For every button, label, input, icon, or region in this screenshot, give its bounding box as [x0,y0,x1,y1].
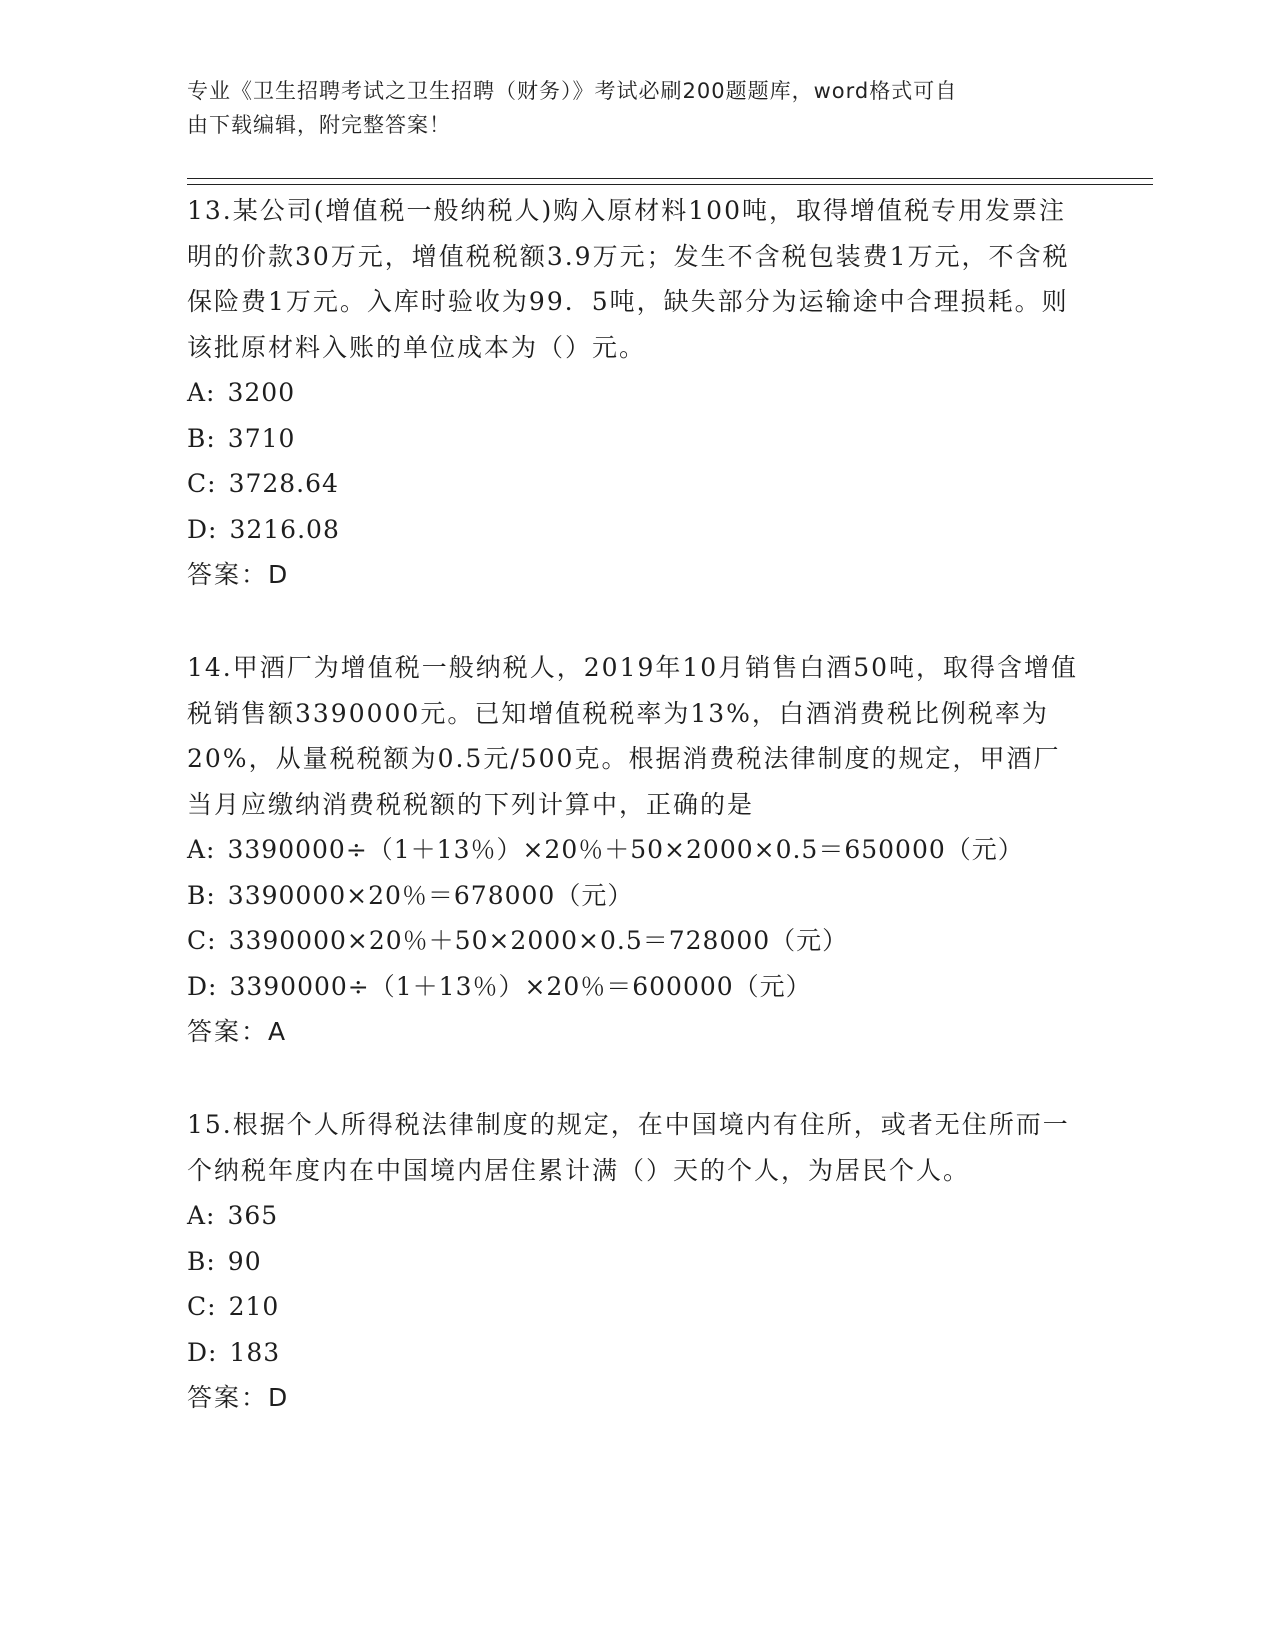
option-b [187,416,1087,462]
option-letter: B: [187,880,216,910]
option-text: 90 [227,1246,262,1276]
question-stem: 14.甲酒厂为增值税一般纳税人，2019年10月销售白酒50吨，取得含增值税销售额3390000元。已知增值税税率为13%，白酒消费税比例税率为20%，从量税税额为0.5元/500克。根据消费税法律制度的规定，甲酒厂当月应缴纳消费税税额的下列计算中，正确的是 [187,653,1079,819]
option-letter: A: [187,378,216,407]
option-letter: A: [187,1201,216,1230]
header-divider-top [187,178,1153,179]
option-text: 3728.64 [228,469,339,498]
answer-line: 答案：A [187,1017,288,1046]
option-text: 3390000÷（1＋13％）×20％＝600000（元） [229,971,812,1001]
option-letter: C: [187,926,217,955]
option-a [187,1193,1087,1239]
question-13 [187,188,1087,598]
option-letter: D: [187,971,218,1001]
header-line-2: 由下载编辑，附完整答案！ [187,113,451,137]
option-text: 3390000×20％＝678000（元） [227,880,634,910]
question-stem: 15.根据个人所得税法律制度的规定，在中国境内有住所，或者无住所而一个纳税年度内在中国境内居住累计满（）天的个人，为居民个人。 [187,1110,1070,1185]
question-14 [187,645,1087,1055]
option-letter: C: [187,1292,217,1321]
answer-line: 答案：D [187,1383,290,1412]
option-text: 365 [227,1201,279,1230]
option-letter: B: [187,1246,216,1276]
option-a [187,827,1087,873]
option-letter: D: [187,514,218,544]
option-d [187,964,1087,1010]
question-15 [187,1102,1087,1421]
option-c [187,461,1087,507]
option-b [187,1239,1087,1285]
option-text: 3710 [227,423,296,453]
option-text: 210 [228,1292,280,1321]
option-d [187,1330,1087,1376]
option-list [187,370,1087,552]
option-text: 3216.08 [229,514,340,544]
question-stem: 13.某公司(增值税一般纳税人)购入原材料100吨，取得增值税专用发票注明的价款30万元，增值税税额3.9万元；发生不含税包装费1万元，不含税保险费1万元。入库时验收为99．5吨，缺失部分为运输途中合理损耗。则该批原材料入账的单位成本为（）元。 [187,196,1070,362]
option-text: 3200 [227,378,296,407]
option-text: 183 [229,1337,281,1367]
header-line-1: 专业《卫生招聘考试之卫生招聘（财务）》考试必刷200题题库，word格式可自 [187,79,958,103]
option-d [187,507,1087,553]
option-letter: A: [187,835,216,864]
option-letter: D: [187,1337,218,1367]
option-list [187,827,1087,1009]
header-divider-bottom [187,184,1153,185]
document-header [187,74,1067,142]
option-letter: B: [187,423,216,453]
option-text: 3390000×20％＋50×2000×0.5＝728000（元） [228,926,849,955]
option-c [187,918,1087,964]
option-letter: C: [187,469,217,498]
option-text: 3390000÷（1＋13％）×20％＋50×2000×0.5＝650000（元） [227,835,1024,864]
option-a [187,370,1087,416]
answer-line: 答案：D [187,560,290,589]
option-b [187,873,1087,919]
option-list [187,1193,1087,1375]
option-c [187,1284,1087,1330]
